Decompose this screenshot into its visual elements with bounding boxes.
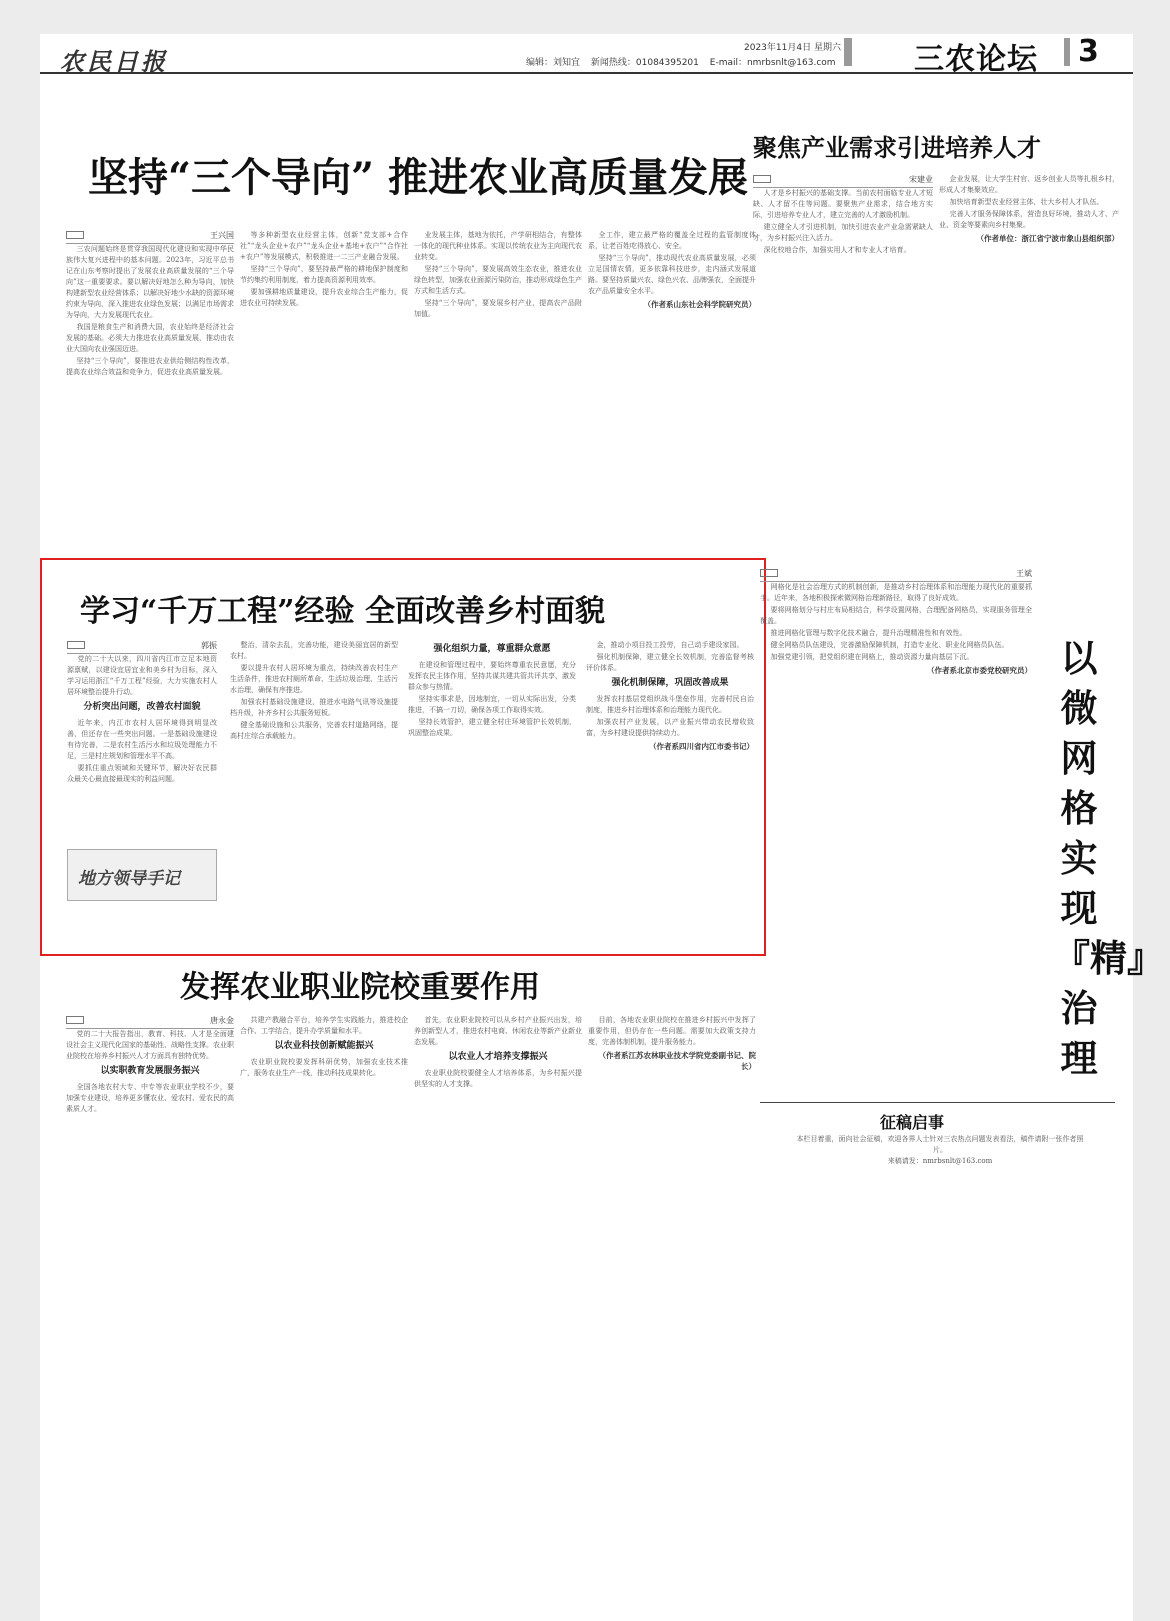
article5-column-2: 共建产教融合平台，培养学生实践能力，推进校企合作、工学结合，提升办学质量和水平。 以农业科技创新赋能振兴 农业职业院校要发挥科研优势，加强农业技术推广，服务农业生产一线，推动科技成果转化。 — [240, 1016, 408, 1077]
article1-column-3: 业发展主体，基地为依托，产学研相结合，有整体一体化的现代种业体系。实现以传统农业为主向现代农业转变。 坚持“三个导向”，要发展高效生态农业，推进农业绿色转型，加强农业面源污染防治，推动形成绿色生产方式和生活方式。 坚持“三个导向”，要发展乡村产业，提高农产品附加值。 — [414, 231, 582, 318]
masthead-rule — [40, 72, 1133, 74]
masthead-contact: 编辑：刘知宜 新闻热线：01084395201 E-mail：nmrbsnlt@163.com — [526, 58, 836, 68]
article5-headline: 发挥农业职业院校重要作用 — [180, 970, 540, 1005]
article1-byline: 王兴国 — [66, 230, 234, 244]
article4-byline: 王斌 — [760, 568, 1032, 582]
article5-subhead-1: 以实职教育发展服务振兴 — [100, 1066, 200, 1076]
masthead-date: 2023年11月4日 星期六 — [744, 43, 841, 53]
article3-column-3: 强化组织力量，尊重群众意愿 在建设和管理过程中，要始终尊重农民意愿，充分发挥农民主体作用，坚持共谋共建共管共评共享，激发群众参与热情。 坚持实事求是，因地制宜，一切从实际出发，分类推进，不搞一刀切，确保各项工作取得实效。 坚持长效管护，建立健全村庄环境管护长效机制，巩固整治成果。 — [408, 644, 576, 737]
page-number: 3 — [1078, 34, 1100, 69]
article3-subhead-2: 强化组织力量，尊重群众意愿 — [433, 644, 551, 654]
article1-column-4: 全工作，建立最严格的覆盖全过程的监管制度体系，让老百姓吃得放心、安全。 坚持“三个导向”，推动现代农业高质量发展，必须立足国情农情，更多依靠科技进步，走内涵式发展道路。要坚持质量兴农、绿色兴农、品牌强农，全面提升农产品质量安全水平。 （作者系山东社会科学院研究员） — [588, 231, 756, 309]
article2-column-1: 人才是乡村振兴的基础支撑。当前农村面临专业人才短缺、人才留不住等问题。要聚焦产业需求，结合地方实际，引进培养专业人才，建立完善的人才激励机制。 建立健全人才引进机制，加快引进农业产业急需紧缺人才，为乡村振兴注入活力。 深化校地合作，加强实用人才和专业人才培育。 — [753, 189, 933, 254]
article5-note: （作者系江苏农林职业技术学院党委副书记、院长） — [598, 1051, 756, 1071]
article3-column-2: 整治，清杂去乱，完善功能，建设美丽宜居的新型农村。 要以提升农村人居环境为重点，持续改善农村生产生活条件，推进农村厕所革命、生活垃圾治理、生活污水治理，确保有序推进。 加强农村基础设施建设，推进水电路气讯等设施提档升级，补齐乡村公共服务短板。 健全基础设施和公共服务，完善农村道路网络，提高村庄综合承载能力。 — [230, 641, 398, 740]
section-title: 三农论坛 — [914, 42, 1038, 77]
article3-column-1: 党的二十大以来，四川省内江市立足本地资源禀赋，以建设宜居宜业和美乡村为目标，深入学习运用浙江“千万工程”经验，大力实施农村人居环境整治提升行动。 分析突出问题，改善农村面貌 近年来，内江市农村人居环境得到明显改善，但还存在一些突出问题。一是基础设施建设有待完善，二是农村生活污水和垃圾处理能力不足，三是村庄规划和管理水平不高。 要抓住重点领域和关键环节，解决好农民群众最关心最直接最现实的利益问题。 — [67, 655, 217, 783]
masthead-bar — [844, 38, 852, 66]
article2-note: （作者单位：浙江省宁波市象山县组织部） — [976, 234, 1119, 243]
article5-column-3: 首先，农业职业院校可以从乡村产业振兴出发，培养创新型人才，推进农村电商、休闲农业等新产业新业态发展。 以农业人才培养支撑振兴 农业职业院校要健全人才培养体系，为乡村振兴提供坚实的人才支撑。 — [414, 1016, 582, 1088]
notice-body: 本栏目着重，面向社会征稿，欢迎各界人士针对三农热点问题发表看法，稿件请附一张作者照片。 来稿请发：nmrbsnlt@163.com — [796, 1135, 1084, 1165]
article1-column-2: 等多种新型农业经营主体，创新“党支部+合作社”“龙头企业+农户”“龙头企业+基地+农户”“合作社+农户”等发展模式，积极推进一二三产业融合发展。 坚持“三个导向”，要坚持最严格的耕地保护制度和节约集约利用制度，着力提高资源利用效率。 要加强耕地质量建设，提升农业综合生产能力，促进农业可持续发展。 — [240, 231, 408, 307]
article3-byline: 郭振 — [67, 640, 217, 654]
article4-note: （作者系北京市委党校研究员） — [927, 666, 1032, 675]
article2-headline: 聚焦产业需求引进培养人才 — [753, 133, 1041, 162]
byline-box-icon — [760, 569, 778, 577]
column-seal-image — [67, 849, 217, 901]
byline-box-icon — [753, 175, 771, 183]
article5-column-4: 目前，各地农业职业院校在推进乡村振兴中发挥了重要作用，但仍存在一些问题。需要加大政策支持力度，完善体制机制，提升服务能力。 （作者系江苏农林职业技术学院党委副书记、院长） — [588, 1016, 756, 1071]
article4-column-1: 网格化是社会治理方式的机制创新，是推动乡村治理体系和治理能力现代化的重要抓手。近年来，各地积极探索微网格治理新路径，取得了良好成效。 要将网格划分与村庄布局相结合，科学设置网格，合理配备网格员，实现服务管理全覆盖。 推进网格化管理与数字化技术融合，提升治理精准性和有效性。 健全网格员队伍建设，完善激励保障机制，打造专业化、职业化网格员队伍。 加强党建引领，把党组织建在网格上，推动资源力量向基层下沉。 （作者系北京市委党校研究员） — [760, 583, 1032, 675]
article3-column-4: 金，推动小项目投工投劳，自己动手建设家园。 强化机制保障，建立健全长效机制，完善监督考核评价体系。 强化机制保障，巩固改善成果 发挥农村基层党组织战斗堡垒作用，完善村民自治制度，推进乡村治理体系和治理能力现代化。 加强农村产业发展，以产业振兴带动农民增收致富，为乡村建设提供持续动力。 （作者系四川省内江市委书记） — [586, 641, 754, 751]
article3-headline: 学习“千万工程”经验 全面改善乡村面貌 — [80, 594, 605, 629]
seal-label: 地方领导手记 — [78, 869, 180, 889]
article3-subhead-1: 分析突出问题，改善农村面貌 — [83, 702, 201, 712]
masthead-logo: 农民日报 — [60, 47, 168, 76]
article1-column-1: 三农问题始终是贯穿我国现代化建设和实现中华民族伟大复兴进程中的基本问题。2023年，习近平总书记在山东考察时提出了发展农业高质量发展的“三个导向”这一重要要求。要以解决好地怎么种为导向，加快构建新型农业经营体系；以解决好地少水缺的资源环境约束为导向，深入推进农业绿色发展；以满足市场需求为导向，大力发展现代农业。 我国是粮食生产和消费大国，农业始终是经济社会发展的基础。必须大力推进农业高质量发展，推动由农业大国向农业强国迈进。 坚持“三个导向”，要推进农业供给侧结构性改革，提高农业综合效益和竞争力，促进农业高质量发展。 — [66, 245, 234, 376]
byline-box-icon — [66, 1016, 84, 1024]
article5-subhead-3: 以农业人才培养支撑振兴 — [448, 1052, 548, 1062]
notice-title: 征稿启事 — [880, 1113, 945, 1132]
article2-column-2: 企业发展，让大学生村官、返乡创业人员等扎根乡村，形成人才集聚效应。 加快培育新型农业经营主体，壮大乡村人才队伍。 完善人才服务保障体系，营造良好环境，推动人才、产业、资金等要素向乡村集聚。 （作者单位：浙江省宁波市象山县组织部） — [939, 175, 1119, 243]
byline-box-icon — [67, 641, 85, 649]
article3-note: （作者系四川省内江市委书记） — [649, 742, 754, 751]
notice-rule — [760, 1102, 1115, 1103]
article3-subhead-3: 强化机制保障，巩固改善成果 — [611, 678, 729, 688]
section-bar — [1064, 38, 1070, 66]
article2-byline: 宋建业 — [753, 174, 933, 188]
article1-note: （作者系山东社会科学院研究员） — [643, 300, 756, 309]
article1-headline: 坚持“三个导向” 推进农业高质量发展 — [88, 154, 748, 201]
byline-box-icon — [66, 231, 84, 239]
article5-byline: 唐永金 — [66, 1015, 234, 1029]
article5-subhead-2: 以农业科技创新赋能振兴 — [274, 1041, 374, 1051]
article4-vertical-headline: 以微网格实现『精』治理 — [1053, 637, 1164, 1080]
article5-column-1: 党的二十大报告指出，教育、科技、人才是全面建设社会主义现代化国家的基础性、战略性支撑。农业职业院校在培养乡村振兴人才方面具有独特优势。 以实职教育发展服务振兴 全国各地农村大专、中专等农业职业学校不少，要加强专业建设，培养更多懂农业、爱农村、爱农民的高素质人才。 — [66, 1030, 234, 1113]
newspaper-page — [40, 34, 1164, 1621]
